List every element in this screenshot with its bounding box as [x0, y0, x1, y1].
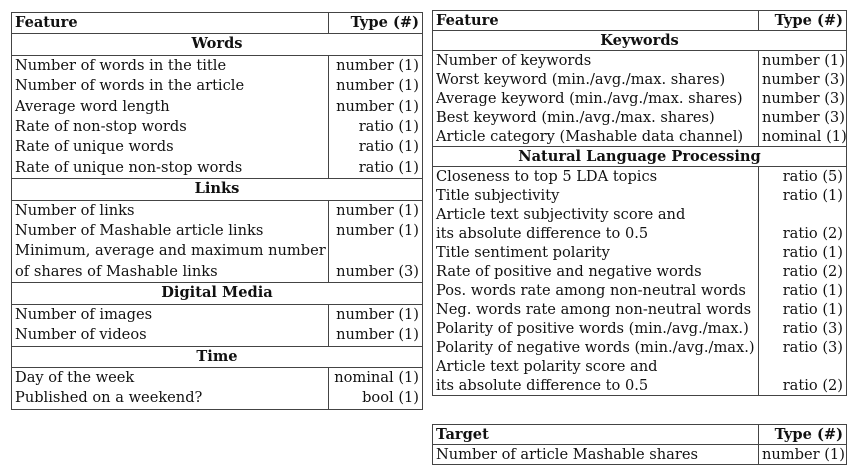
- type-cell: ratio (1): [759, 281, 847, 300]
- feature-text: Number of article Mashable shares: [436, 446, 698, 463]
- feature-cell: [433, 243, 759, 262]
- table-row: [12, 325, 423, 346]
- table-row: [433, 205, 847, 243]
- table-row: [12, 117, 423, 137]
- table-row: [433, 89, 847, 108]
- table-row: [433, 108, 847, 127]
- feature-header: Target: [433, 425, 759, 445]
- feature-text: Number of keywords: [436, 52, 592, 69]
- feature-text: Title sentiment polarity: [436, 244, 610, 261]
- type-cell: ratio (2): [759, 262, 847, 281]
- table-row: [433, 357, 847, 396]
- feature-cell: [433, 262, 759, 281]
- type-header: Type (#): [759, 11, 847, 31]
- section-title: Links: [12, 179, 423, 200]
- table-row: [12, 200, 423, 221]
- header-row: [433, 425, 847, 445]
- type-header: Type (#): [329, 13, 423, 34]
- table-row: [433, 127, 847, 147]
- feature-text: Number of words in the article: [15, 77, 245, 95]
- feature-cell: [12, 221, 329, 241]
- feature-cell: [12, 76, 329, 96]
- feature-cell: [433, 205, 759, 243]
- feature-text: Number of words in the title: [15, 56, 227, 74]
- feature-text: Polarity of positive words (min./avg./max.): [436, 320, 749, 337]
- type-cell: number (3): [759, 70, 847, 89]
- section-title: Digital Media: [12, 283, 423, 304]
- table-row: [433, 186, 847, 205]
- type-cell: ratio (5): [759, 167, 847, 187]
- feature-text: Published on a weekend?: [15, 389, 203, 407]
- feature-text: Number of videos: [15, 326, 147, 344]
- feature-text: Rate of unique non-stop words: [15, 158, 243, 176]
- section-heading: [12, 283, 423, 304]
- feature-cell: [12, 388, 329, 409]
- feature-text: Article category (Mashable data channel): [436, 128, 744, 145]
- feature-cell: [12, 117, 329, 137]
- feature-cell: [12, 158, 329, 179]
- feature-cell: [433, 51, 759, 71]
- table-row: [12, 304, 423, 325]
- section-title: Keywords: [433, 31, 847, 51]
- section-title: Natural Language Processing: [433, 147, 847, 167]
- type-cell: number (1): [329, 304, 423, 325]
- type-cell: number (3): [759, 108, 847, 127]
- feature-header: Feature: [433, 11, 759, 31]
- feature-cell: [433, 108, 759, 127]
- feature-cell: [433, 281, 759, 300]
- feature-cell: [433, 445, 759, 465]
- table-row: [12, 221, 423, 241]
- type-cell: bool (1): [329, 388, 423, 409]
- table-row: [12, 367, 423, 388]
- type-cell: ratio (2): [759, 357, 847, 396]
- feature-text: Number of links: [15, 201, 135, 219]
- section-heading: [433, 147, 847, 167]
- feature-text: Rate of non-stop words: [15, 118, 187, 136]
- feature-cell: [433, 357, 759, 396]
- type-cell: ratio (1): [329, 158, 423, 179]
- section-heading: [433, 31, 847, 51]
- table-row: [433, 51, 847, 71]
- type-cell: ratio (3): [759, 338, 847, 357]
- table-row: [12, 76, 423, 96]
- feature-text: Polarity of negative words (min./avg./max.): [436, 339, 755, 356]
- type-cell: ratio (1): [759, 186, 847, 205]
- type-cell: number (1): [329, 55, 423, 76]
- feature-text: Number of Mashable article links: [15, 222, 264, 240]
- type-cell: ratio (1): [329, 137, 423, 157]
- feature-cell: [12, 137, 329, 157]
- type-cell: number (1): [329, 221, 423, 241]
- section-heading: [12, 179, 423, 200]
- type-cell: ratio (2): [759, 205, 847, 243]
- section-heading: [12, 34, 423, 55]
- feature-text: its absolute difference to 0.5: [436, 225, 649, 242]
- type-cell: number (1): [329, 76, 423, 96]
- feature-header: Feature: [12, 13, 329, 34]
- feature-text: Closeness to top 5 LDA topics: [436, 168, 658, 185]
- feature-text: Minimum, average and maximum number: [15, 242, 326, 260]
- feature-text: Number of images: [15, 305, 153, 323]
- feature-cell: [12, 97, 329, 117]
- type-header: Type (#): [759, 425, 847, 445]
- features-table-left: [11, 12, 423, 410]
- feature-cell: [12, 304, 329, 325]
- feature-cell: [12, 55, 329, 76]
- type-cell: nominal (1): [329, 367, 423, 388]
- table-row: [433, 300, 847, 319]
- type-cell: nominal (1): [759, 127, 847, 147]
- type-cell: ratio (1): [759, 300, 847, 319]
- table-row: [12, 241, 423, 282]
- feature-cell: [433, 338, 759, 357]
- table-row: [12, 55, 423, 76]
- section-heading: [12, 346, 423, 367]
- table-row: [433, 338, 847, 357]
- target-table: [432, 424, 847, 465]
- feature-cell: [12, 241, 329, 282]
- feature-text: Worst keyword (min./avg./max. shares): [436, 71, 726, 88]
- feature-cell: [433, 70, 759, 89]
- feature-cell: [12, 200, 329, 221]
- table-row: [12, 388, 423, 409]
- feature-text: Rate of unique words: [15, 138, 174, 156]
- features-table-right: [432, 10, 847, 396]
- type-cell: number (1): [329, 200, 423, 221]
- feature-text: Neg. words rate among non-neutral words: [436, 301, 752, 318]
- table-row: [12, 97, 423, 117]
- type-cell: number (1): [329, 97, 423, 117]
- table-row: [12, 158, 423, 179]
- feature-text: Day of the week: [15, 368, 135, 386]
- header-row: [433, 11, 847, 31]
- feature-text: its absolute difference to 0.5: [436, 377, 649, 394]
- type-cell: ratio (3): [759, 319, 847, 338]
- feature-text: of shares of Mashable links: [15, 262, 218, 280]
- table-row: [433, 319, 847, 338]
- feature-cell: [12, 325, 329, 346]
- feature-cell: [12, 367, 329, 388]
- type-cell: ratio (1): [759, 243, 847, 262]
- type-cell: number (1): [759, 445, 847, 465]
- feature-text: Article text polarity score and: [436, 358, 658, 375]
- header-row: [12, 13, 423, 34]
- feature-text: Average keyword (min./avg./max. shares): [436, 90, 743, 107]
- feature-text: Average word length: [15, 97, 170, 115]
- type-cell: number (1): [759, 51, 847, 71]
- feature-text: Pos. words rate among non-neutral words: [436, 282, 746, 299]
- table-row: [433, 243, 847, 262]
- feature-text: Title subjectivity: [436, 187, 560, 204]
- table-row: [433, 70, 847, 89]
- table-row: [433, 167, 847, 187]
- type-cell: ratio (1): [329, 117, 423, 137]
- section-title: Words: [12, 34, 423, 55]
- feature-cell: [433, 319, 759, 338]
- feature-text: Best keyword (min./avg./max. shares): [436, 109, 715, 126]
- feature-cell: [433, 186, 759, 205]
- feature-cell: [433, 300, 759, 319]
- table-row: [433, 281, 847, 300]
- type-cell: number (1): [329, 325, 423, 346]
- table-row: [433, 445, 847, 465]
- feature-cell: [433, 127, 759, 147]
- feature-text: Rate of positive and negative words: [436, 263, 702, 280]
- type-cell: number (3): [759, 89, 847, 108]
- feature-text: Article text subjectivity score and: [436, 206, 686, 223]
- section-title: Time: [12, 346, 423, 367]
- type-cell: number (3): [329, 241, 423, 282]
- feature-cell: [433, 167, 759, 187]
- feature-cell: [433, 89, 759, 108]
- table-row: [433, 262, 847, 281]
- table-row: [12, 137, 423, 157]
